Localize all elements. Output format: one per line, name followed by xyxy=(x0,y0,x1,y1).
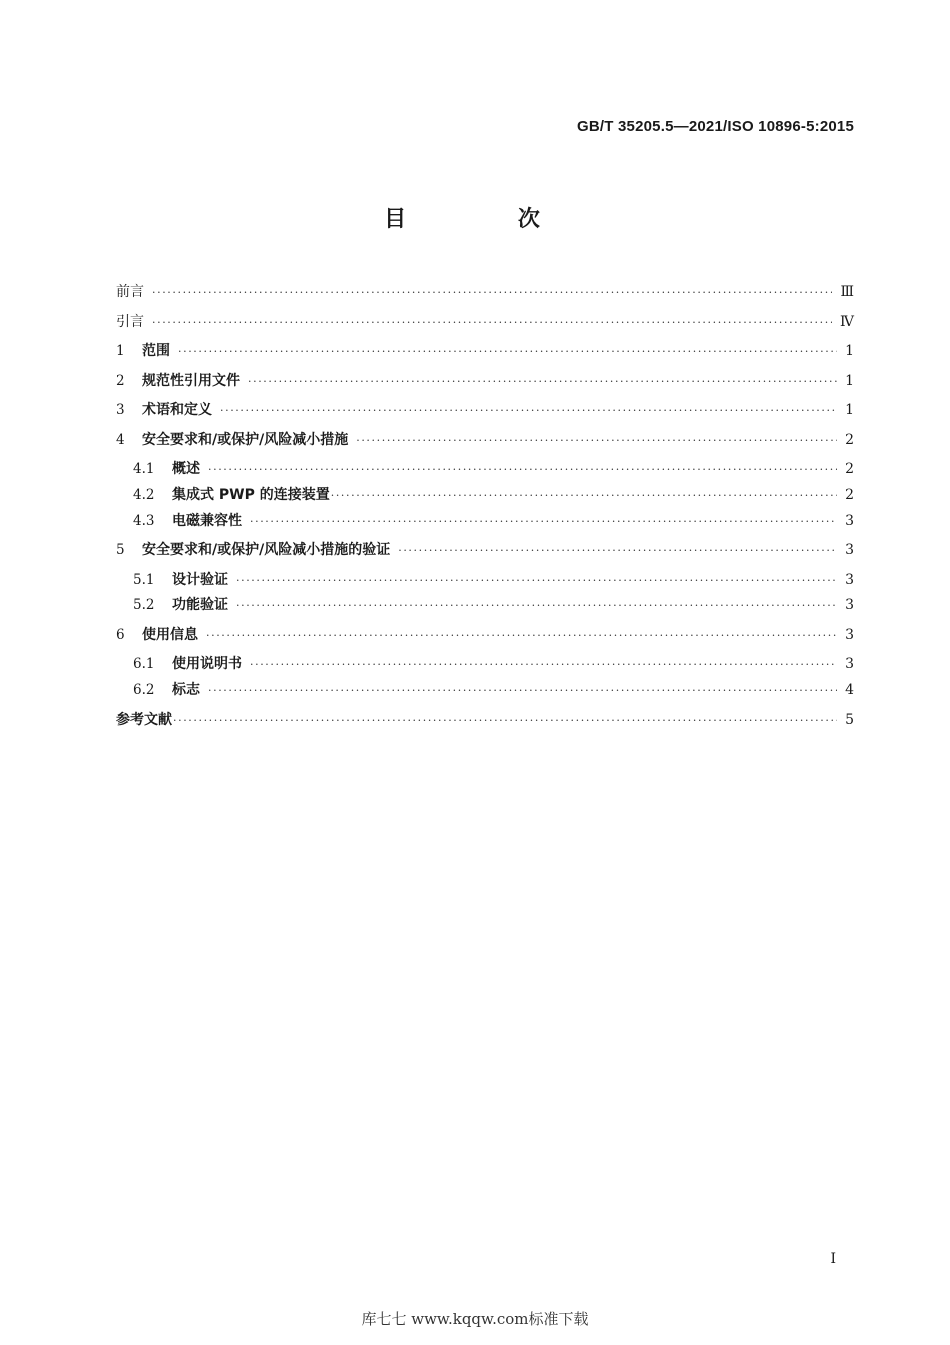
toc-entry-number: 2 xyxy=(116,372,125,389)
toc-leader-dots xyxy=(173,714,837,727)
watermark-text: 库七七 www.kqqw.com标准下载 xyxy=(361,1310,589,1328)
toc-entry-page: 3 xyxy=(845,656,854,673)
toc-entry-5-1[interactable] xyxy=(116,569,854,593)
toc-entry-page: 5 xyxy=(845,711,854,728)
toc-entry-label: 使用信息 xyxy=(142,626,198,643)
toc-leader-dots xyxy=(152,316,832,329)
toc-entry-number: 6 xyxy=(116,626,125,643)
toc-entry-number: 5.1 xyxy=(133,571,155,588)
toc-entry-label: 范围 xyxy=(142,343,170,359)
toc-entry-page: 1 xyxy=(845,402,854,418)
toc-entry-page: 1 xyxy=(845,343,854,359)
toc-entry-label: 使用说明书 xyxy=(172,656,242,673)
toc-entry-page: 3 xyxy=(845,542,854,559)
toc-entry-number: 6.1 xyxy=(133,656,155,673)
toc-leader-dots xyxy=(208,463,837,476)
toc-entry-4-3[interactable] xyxy=(116,510,854,534)
toc-entry-3[interactable] xyxy=(116,399,854,423)
toc-entry-number: 3 xyxy=(116,402,125,418)
toc-entry-foreword[interactable] xyxy=(116,281,854,305)
toc-leader-dots xyxy=(220,404,837,417)
toc-entry-page: 2 xyxy=(845,486,854,503)
toc-entry-label: 术语和定义 xyxy=(142,402,212,418)
toc-entry-number: 5.2 xyxy=(133,597,155,614)
toc-leader-dots xyxy=(206,629,837,642)
toc-entry-4-2[interactable] xyxy=(116,484,854,508)
toc-entry-number: 1 xyxy=(116,343,125,359)
toc-leader-dots xyxy=(178,345,837,358)
toc-entry-label: 概述 xyxy=(172,461,200,477)
toc-leader-dots xyxy=(356,434,837,447)
toc-entry-6-2[interactable] xyxy=(116,679,854,703)
toc-entry-number: 4.2 xyxy=(133,486,155,503)
toc-entry-page: 4 xyxy=(845,682,854,699)
toc-entry-6[interactable] xyxy=(116,624,854,648)
toc-entry-number: 4.3 xyxy=(133,512,155,529)
toc-leader-dots xyxy=(250,515,837,528)
toc-entry-page: 3 xyxy=(845,512,854,529)
toc-leader-dots xyxy=(250,658,837,671)
toc-entry-label: 安全要求和/或保护/风险减小措施的验证 xyxy=(142,542,391,559)
toc-entry-6-1[interactable] xyxy=(116,653,854,677)
toc-entry-number: 4.1 xyxy=(133,461,155,477)
page-number: I xyxy=(830,1251,836,1267)
toc-entry-page: 3 xyxy=(845,597,854,614)
toc-leader-dots xyxy=(398,544,837,557)
toc-entry-label: 电磁兼容性 xyxy=(172,512,242,529)
toc-entry-page: Ⅲ xyxy=(840,284,854,300)
toc-entry-5-2[interactable] xyxy=(116,594,854,618)
toc-entry-label: 规范性引用文件 xyxy=(142,372,240,389)
toc-entry-number: 5 xyxy=(116,542,125,559)
toc-entry-label: 功能验证 xyxy=(172,597,228,614)
toc-leader-dots xyxy=(208,684,837,697)
toc-entry-label: 参考文献 xyxy=(116,711,172,728)
toc-entry-page: 2 xyxy=(845,431,854,448)
toc-entry-label: 前言 xyxy=(116,284,144,300)
toc-entry-1[interactable] xyxy=(116,340,854,364)
toc-leader-dots xyxy=(248,375,837,388)
toc-entry-5[interactable] xyxy=(116,539,854,563)
toc-entry-label: 标志 xyxy=(172,682,200,699)
toc-leader-dots xyxy=(236,599,837,612)
standard-number: GB/T 35205.5—2021/ISO 10896-5:2015 xyxy=(577,118,854,135)
toc-leader-dots xyxy=(331,489,837,502)
toc-entry-number: 4 xyxy=(116,431,125,448)
toc-entry-2[interactable] xyxy=(116,370,854,394)
toc-entry-bibliography[interactable] xyxy=(116,709,854,733)
toc-entry-label: 安全要求和/或保护/风险减小措施 xyxy=(142,431,349,448)
toc-entry-page: 3 xyxy=(845,571,854,588)
toc-entry-number: 6.2 xyxy=(133,682,155,699)
toc-entry-page: 2 xyxy=(845,461,854,477)
toc-entry-page: Ⅳ xyxy=(840,313,854,330)
toc-entry-label: 集成式 PWP 的连接装置 xyxy=(172,486,330,503)
toc-entry-4[interactable] xyxy=(116,429,854,453)
toc-entry-label: 引言 xyxy=(116,313,144,330)
toc-entry-page: 3 xyxy=(845,626,854,643)
toc-entry-introduction[interactable] xyxy=(116,311,854,335)
toc-entry-page: 1 xyxy=(845,372,854,389)
toc-leader-dots xyxy=(236,574,837,587)
page-title: 目 次 xyxy=(384,207,592,232)
table-of-contents xyxy=(116,281,854,733)
toc-entry-label: 设计验证 xyxy=(172,571,228,588)
toc-entry-4-1[interactable] xyxy=(116,458,854,482)
toc-leader-dots xyxy=(152,286,832,299)
